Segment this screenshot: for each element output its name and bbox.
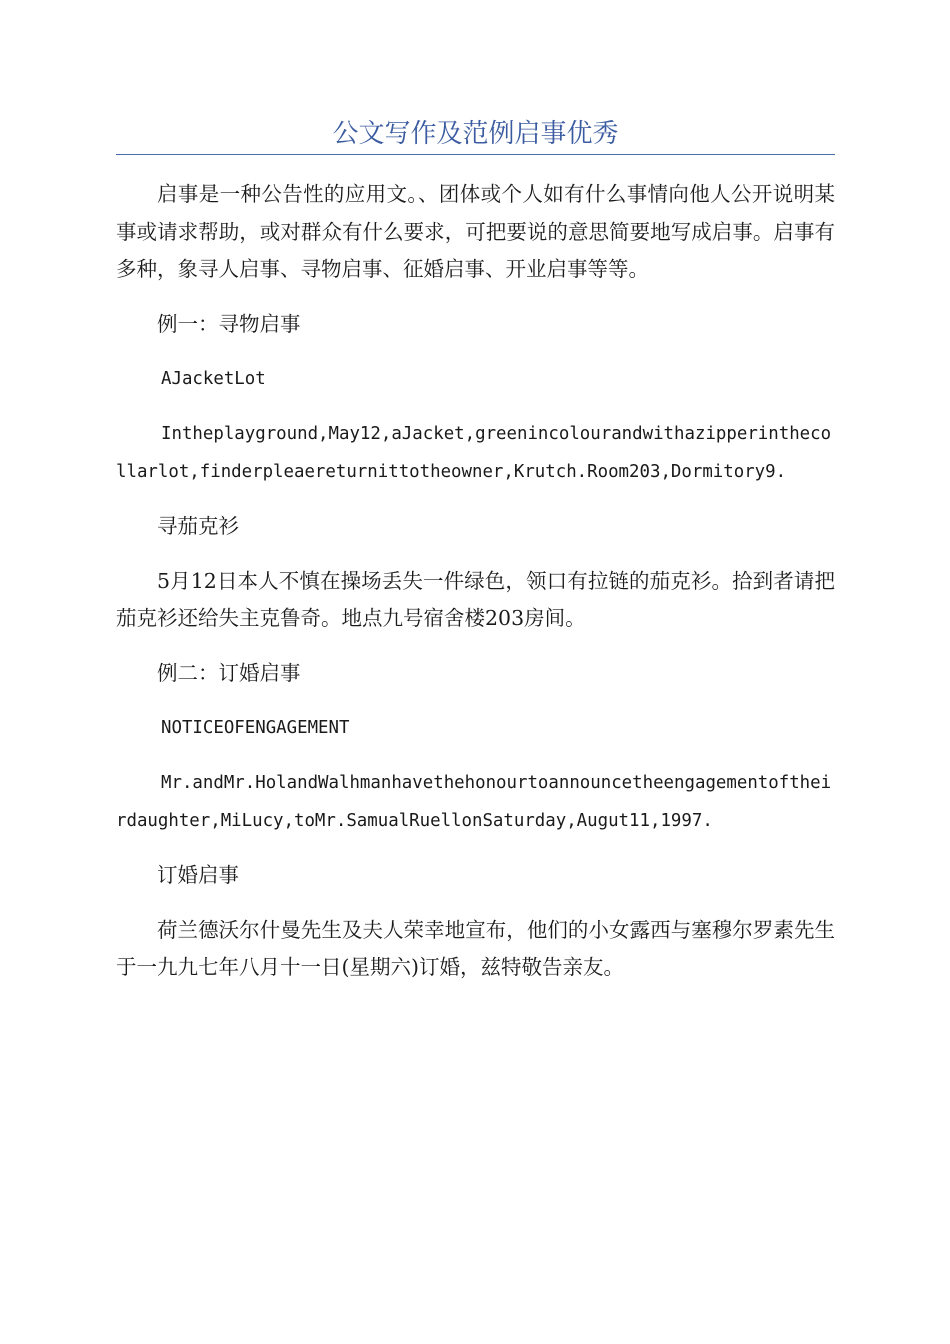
document-body — [116, 176, 835, 987]
paragraph-example2-heading: 例二：订婚启事 — [157, 660, 301, 685]
paragraph-chinese-body-2: 荷兰德沃尔什曼先生及夫人荣幸地宣布，他们的小女露西与塞穆尔罗素先生于一九九七年八月十一日(星期六)订婚，兹特敬告亲友。 — [116, 917, 835, 979]
paragraph-intro: 启事是一种公告性的应用文。、团体或个人如有什么事情向他人公开说明某事或请求帮助，或对群众有什么要求，可把要说的意思简要地写成启事。启事有多种，象寻人启事、寻物启事、征婚启事、开业启事等等。 — [116, 182, 835, 281]
paragraph-chinese-title-1: 寻茄克衫 — [157, 514, 239, 538]
paragraph-english-body-1: Intheplayground,May12,aJacket,greenincolourandwithazipperinthecollarlot,finderpleaereturnittotheowner,Krutch.Room203,Dormitory9. — [116, 424, 832, 482]
document-title: 公文写作及范例启事优秀 — [332, 119, 619, 149]
paragraph-english-body-2: Mr.andMr.HolandWalhmanhavethehonourtoannouncetheengagementoftheirdaughter,MiLucy,toMr.SamualRuellonSaturday,Augut11,1997. — [116, 773, 832, 831]
paragraph-chinese-title-2: 订婚启事 — [157, 863, 239, 887]
paragraph-english-title-2: NOTICEOFENGAGEMENT — [161, 718, 350, 738]
paragraph-example1-heading: 例一：寻物启事 — [157, 311, 301, 336]
paragraph-english-title-1: AJacketLot — [161, 369, 266, 389]
title-underline — [116, 154, 835, 155]
paragraph-chinese-body-1: 5月12日本人不慎在操场丢失一件绿色，领口有拉链的茄克衫。拾到者请把茄克衫还给失主克鲁奇。地点九号宿舍楼203房间。 — [116, 568, 835, 630]
